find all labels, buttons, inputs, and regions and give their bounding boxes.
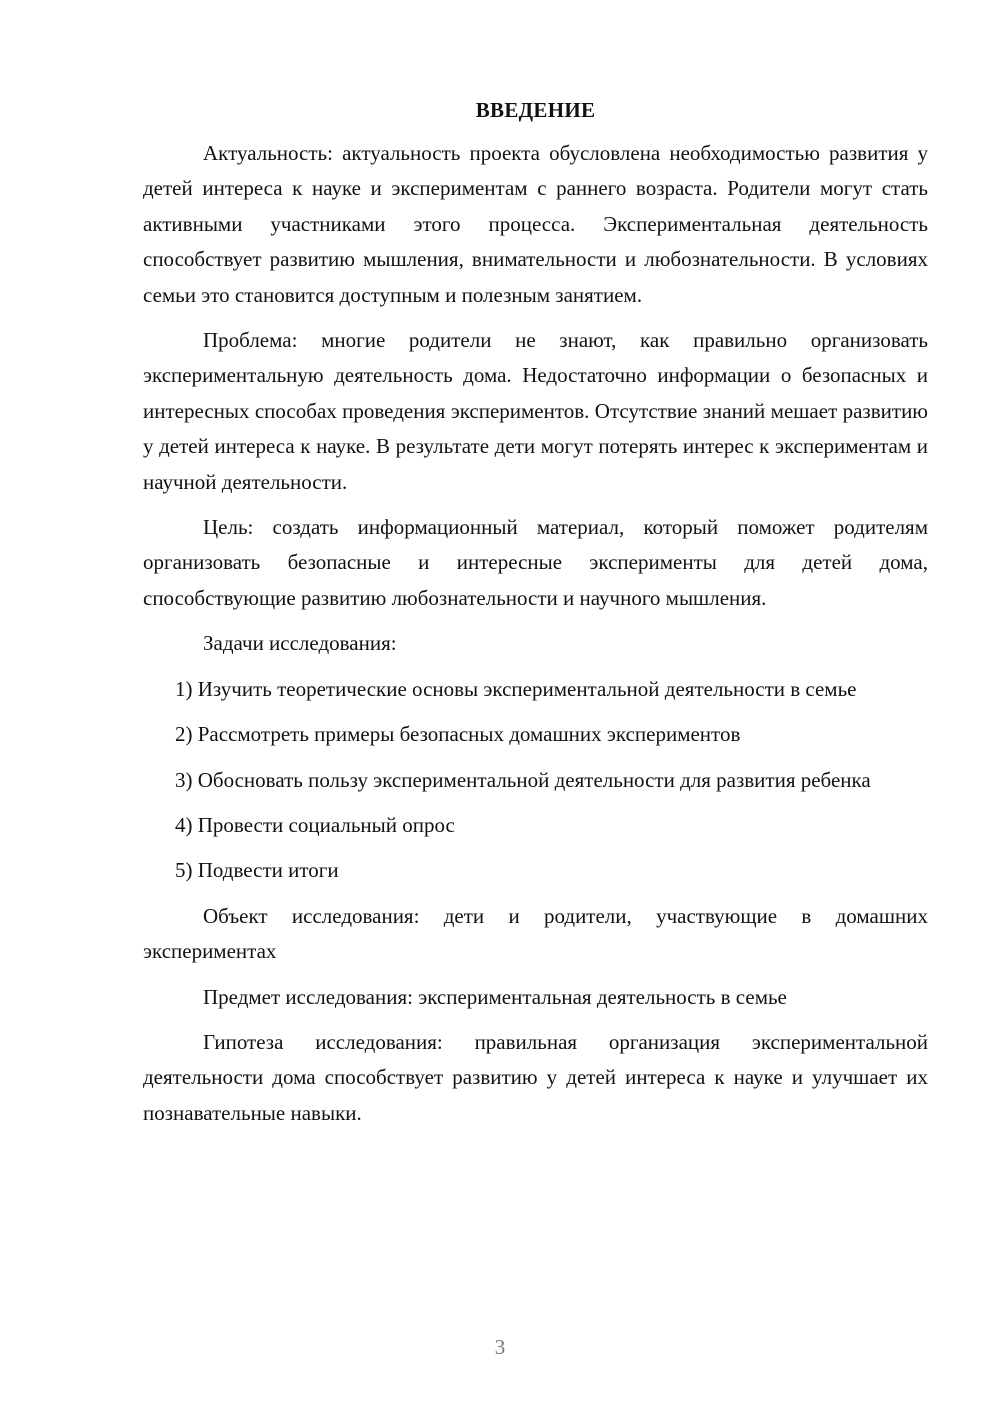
problem-paragraph: Проблема: многие родители не знают, как правильно организовать экспериментальную деятельность дома. Недостаточно информации о безопасных и интересных способах проведения экспериментов. Отсутствие знаний мешает развитию у детей интереса к науке. В результате дети могут потерять интерес к экспериментам и научной деятельности. — [143, 328, 928, 494]
hypothesis-paragraph: Гипотеза исследования: правильная организация экспериментальной деятельности дома способствует развитию у детей интереса к науке и улучшает их познавательные навыки. — [143, 1029, 928, 1125]
task-item-1: 1) Изучить теоретические основы экспериментальной деятельности в семье — [175, 676, 857, 701]
task-item-3: 3) Обосновать пользу экспериментальной деятельности для развития ребенка — [175, 767, 871, 792]
goal-paragraph: Цель: создать информационный материал, который поможет родителям организовать безопасные и интересные эксперименты для детей дома, способствующие развитию любознательности и научного мышления. — [143, 515, 928, 610]
object-paragraph: Объект исследования: дети и родители, участвующие в домашних экспериментах — [143, 903, 928, 964]
task-item-4: 4) Провести социальный опрос — [175, 812, 455, 837]
page-content — [143, 96, 928, 1141]
tasks-heading: Задачи исследования: — [203, 631, 397, 656]
task-item-5: 5) Подвести итоги — [175, 858, 339, 883]
task-item-2: 2) Рассмотреть примеры безопасных домашних экспериментов — [175, 722, 741, 747]
page-number: 3 — [494, 1335, 506, 1359]
relevance-paragraph: Актуальность: актуальность проекта обусловлена необходимостью развития у детей интереса к науке и экспериментам с раннего возраста. Родители могут стать активными участниками этого процесса. Экспериментальная деятельность способствует развитию мышления, внимательности и любознательности. В условиях семьи это становится доступным и полезным занятием. — [143, 141, 928, 307]
section-title: ВВЕДЕНИЕ — [475, 98, 596, 122]
subject-paragraph: Предмет исследования: экспериментальная деятельность в семье — [203, 984, 787, 1009]
